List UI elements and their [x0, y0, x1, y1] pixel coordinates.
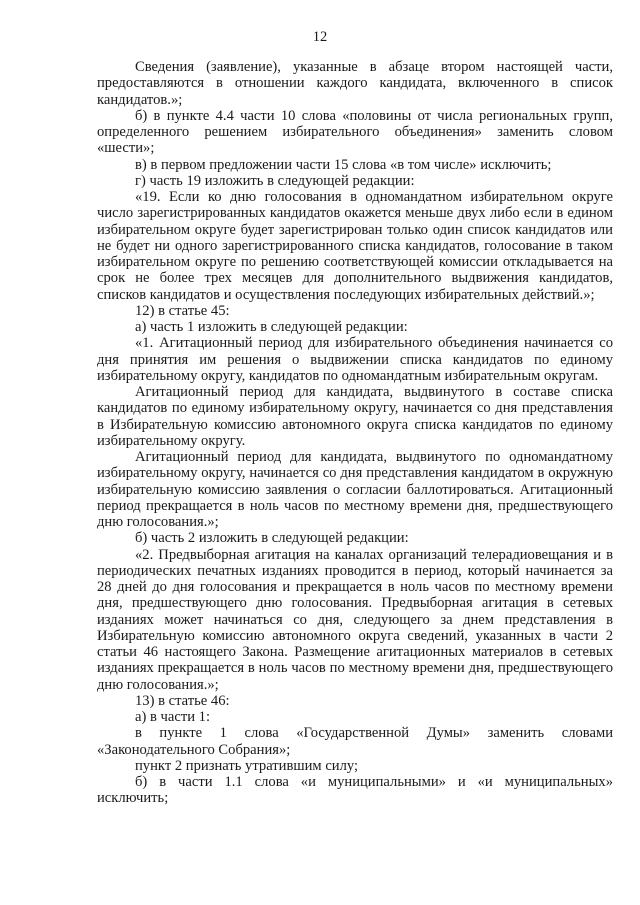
paragraph: 12) в статье 45: [135, 302, 230, 319]
paragraph: Агитационный период для кандидата, выдвинутого по одномандатному избирательному округу, начинается со дня представления кандидатом в окружную избирательную комиссию заявления о согласии баллотироваться. Агитационный период прекращается в ноль часов по местному времени дня, предшествующего дню голосования.»; [97, 449, 613, 530]
page-number: 12 [312, 29, 328, 45]
paragraph: «19. Если ко дню голосования в одномандатном избирательном округе число зарегистрированных кандидатов окажется меньше двух либо если в едином избирательном округе будет зарегистрирован только один список кандидатов или не будет ни одного зарегистрированного списка кандидатов, голосование в таком избирательном округе по решению соответствующей комиссии откладывается на срок не более трех месяцев для дополнительного выдвижения кандидатов, списков кандидатов и осуществления последующих избирательных действий.»; [97, 189, 613, 303]
paragraph: 13) в статье 46: [135, 692, 230, 709]
paragraph: б) часть 2 изложить в следующей редакции: [135, 530, 409, 547]
paragraph: Сведения (заявление), указанные в абзаце втором настоящей части, предоставляются в отношении каждого кандидата, включенного в список кандидатов.»; [97, 59, 613, 108]
paragraph: в) в первом предложении части 15 слова «в том числе» исключить; [135, 156, 552, 173]
paragraph: б) в пункте 4.4 части 10 слова «половины от числа региональных групп, определенного решением избирательного объединения» заменить словом «шести»; [97, 107, 613, 157]
paragraph: «1. Агитационный период для избирательного объединения начинается со дня принятия им решения о выдвижении списка кандидатов по единому избирательному округу, кандидатов по одномандатным избирательным округам. [97, 335, 613, 384]
document-body [97, 59, 613, 807]
paragraph: б) в части 1.1 слова «и муниципальными» и «и муниципальных» исключить; [97, 774, 613, 807]
paragraph: а) часть 1 изложить в следующей редакции: [135, 319, 408, 335]
paragraph: Агитационный период для кандидата, выдвинутого в составе списка кандидатов по единому избирательному округу, начинается со дня представления в Избирательную комиссию автономного округа списка кандидатов по единому избирательному округу. [97, 384, 613, 449]
paragraph: г) часть 19 изложить в следующей редакции: [135, 172, 415, 189]
paragraph: «2. Предвыборная агитация на каналах организаций телерадиовещания и в периодических печатных изданиях проводится в период, который начинается за 28 дней до дня голосования и прекращается в ноль часов по местному времени дня, предшествующего дню голосования. Предвыборная агитация в сетевых изданиях может начинаться со дня, следующего за днем представления в Избирательную комиссию автономного округа сведений, указанных в части 2 статьи 46 настоящего Закона. Размещение агитационных материалов в сетевых изданиях прекращается в ноль часов по местному времени дня, предшествующего дню голосования.»; [97, 546, 613, 693]
paragraph: в пункте 1 слова «Государственной Думы» заменить словами «Законодательного Собрания»; [97, 725, 613, 758]
paragraph: пункт 2 признать утратившим силу; [135, 757, 359, 774]
paragraph: а) в части 1: [135, 709, 211, 725]
